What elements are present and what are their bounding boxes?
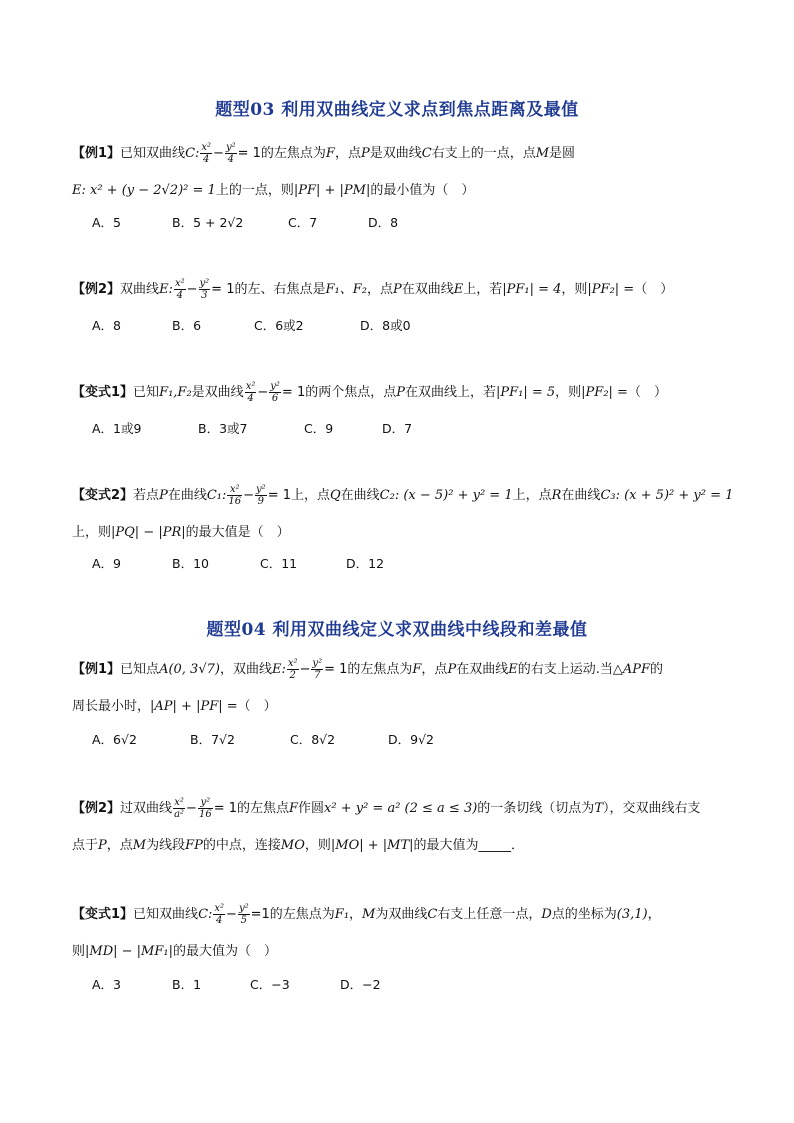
fraction: $\frac{\text{y²}}{16}$ — [198, 797, 212, 820]
option[interactable]: C．7 — [288, 215, 318, 230]
option[interactable]: C．11 — [260, 556, 298, 571]
option[interactable]: B．5 + 2√2 — [172, 215, 244, 230]
problem-tag: 【例2】 — [72, 282, 121, 297]
problem-line: 周长最小时，|AP| + |PF| =（ ） — [72, 699, 277, 714]
problem-line: E: x² + (y − 2√2)² = 1上的一点，则|PF| + |PM|的最小值为（ ） — [72, 183, 475, 198]
fraction: $\frac{\text{y²}}{9}$ — [256, 484, 266, 507]
fraction: $\frac{\text{y²}}{7}$ — [312, 658, 323, 681]
option[interactable]: A．9 — [92, 556, 122, 571]
fraction: $\frac{\text{x²}}{4}$ — [214, 903, 225, 926]
problem-line: 【例2】过双曲线 $\frac{\text{x²}}{\text{a²}}$ − $\frac{\text{y²}}{16}$ = 1的左焦点F作圆x² + y² = a² (2 ≤ a ≤ 3)的一条切线（切点为T），交双曲线右支 — [72, 797, 701, 820]
fraction: $\frac{\text{y²}}{5}$ — [238, 903, 249, 926]
problem-tag: 【例1】 — [72, 146, 121, 161]
answer-options — [92, 731, 434, 749]
problem-tag: 【变式1】 — [72, 385, 134, 400]
fraction: $\frac{\text{y²}}{3}$ — [199, 278, 210, 301]
option[interactable]: A．6√2 — [92, 732, 137, 747]
section-title-03: 题型03 利用双曲线定义求点到焦点距离及最值 — [215, 100, 579, 120]
problem-line: 点于P，点M为线段FP的中点，连接MO，则|MO| + |MT|的最大值为_____． — [72, 838, 525, 853]
option[interactable]: C．8√2 — [290, 732, 336, 747]
problem-line: 【例1】已知点A(0, 3√7)，双曲线E: $\frac{\text{x²}}{2}$ − $\frac{\text{y²}}{7}$ = 1的左焦点为F，点P在双曲线E的右支上运动.当△APF的 — [72, 658, 664, 681]
problem-line: 【例1】已知双曲线C: $\frac{\text{x²}}{4}$ − $\frac{\text{y²}}{4}$ = 1的左焦点为F，点P是双曲线C右支上的一点，点M是圆 — [72, 142, 576, 165]
option[interactable]: C．9 — [304, 421, 334, 436]
answer-options — [92, 420, 412, 438]
answer-blank[interactable]: _____ — [478, 838, 512, 853]
problem-tag: 【例1】 — [72, 662, 121, 677]
option[interactable]: D．12 — [346, 556, 385, 571]
option[interactable]: B．10 — [172, 556, 209, 571]
problem-line: 【变式2】若点P在曲线C₁: $\frac{\text{x²}}{16}$ − $\frac{\text{y²}}{9}$ = 1上，点Q在曲线C₂: (x − 5)² + y² = 1上，点R在曲线C₃: (x + 5)² + y² = 1 — [72, 484, 734, 507]
option[interactable]: D．7 — [382, 421, 413, 436]
option[interactable]: B．7√2 — [190, 732, 235, 747]
problem-line: 则|MD| − |MF₁|的最大值为（ ） — [72, 944, 277, 959]
answer-options — [92, 317, 411, 335]
option[interactable]: B．1 — [172, 977, 202, 992]
problem-tag: 【变式2】 — [72, 488, 134, 503]
fraction: $\frac{\text{y²}}{6}$ — [270, 381, 280, 404]
fraction: $\frac{\text{x²}}{4}$ — [245, 381, 256, 404]
problem-line: 【例2】双曲线E: $\frac{\text{x²}}{4}$ − $\frac{\text{y²}}{3}$ = 1的左、右焦点是F₁、F₂，点P在双曲线E上，若|PF₁| = 4，则|PF₂| =（ ） — [72, 278, 674, 301]
fraction: $\frac{\text{x²}}{16}$ — [228, 484, 242, 507]
fraction: $\frac{\text{x²}}{4}$ — [174, 278, 185, 301]
option[interactable]: C．6或2 — [254, 318, 304, 333]
option[interactable]: D．8 — [368, 215, 399, 230]
problem-line: 【变式1】已知双曲线C: $\frac{\text{x²}}{4}$ − $\frac{\text{y²}}{5}$ =1的左焦点为F₁，M为双曲线C右支上任意一点，D点的坐标为(3,1)， — [72, 903, 661, 926]
problem-tag: 【例2】 — [72, 801, 121, 816]
option[interactable]: D．9√2 — [388, 732, 434, 747]
answer-options — [92, 976, 381, 994]
option[interactable]: D．−2 — [340, 977, 381, 992]
problem-tag: 【变式1】 — [72, 907, 134, 922]
option[interactable]: B．3或7 — [198, 421, 248, 436]
fraction: $\frac{\text{x²}}{2}$ — [287, 658, 298, 681]
option[interactable]: C．−3 — [250, 977, 290, 992]
fraction: $\frac{\text{y²}}{4}$ — [225, 142, 236, 165]
option[interactable]: D．8或0 — [360, 318, 411, 333]
section-title-04: 题型04 利用双曲线定义求双曲线中线段和差最值 — [206, 620, 588, 640]
option[interactable]: A．8 — [92, 318, 122, 333]
answer-options — [92, 214, 398, 232]
option[interactable]: A．1或9 — [92, 421, 142, 436]
fraction: $\frac{\text{x²}}{4}$ — [201, 142, 212, 165]
option[interactable]: A．3 — [92, 977, 122, 992]
problem-line: 上，则|PQ| − |PR|的最大值是（ ） — [72, 525, 290, 540]
option[interactable]: A．5 — [92, 215, 122, 230]
answer-options — [92, 555, 384, 573]
problem-line: 【变式1】已知F₁,F₂是双曲线 $\frac{\text{x²}}{4}$ − $\frac{\text{y²}}{6}$ = 1的两个焦点，点P在双曲线上，若|PF₁| = 5，则|PF₂| =（ ） — [72, 381, 667, 404]
option[interactable]: B．6 — [172, 318, 202, 333]
fraction: $\frac{\text{x²}}{\text{a²}}$ — [174, 797, 185, 820]
